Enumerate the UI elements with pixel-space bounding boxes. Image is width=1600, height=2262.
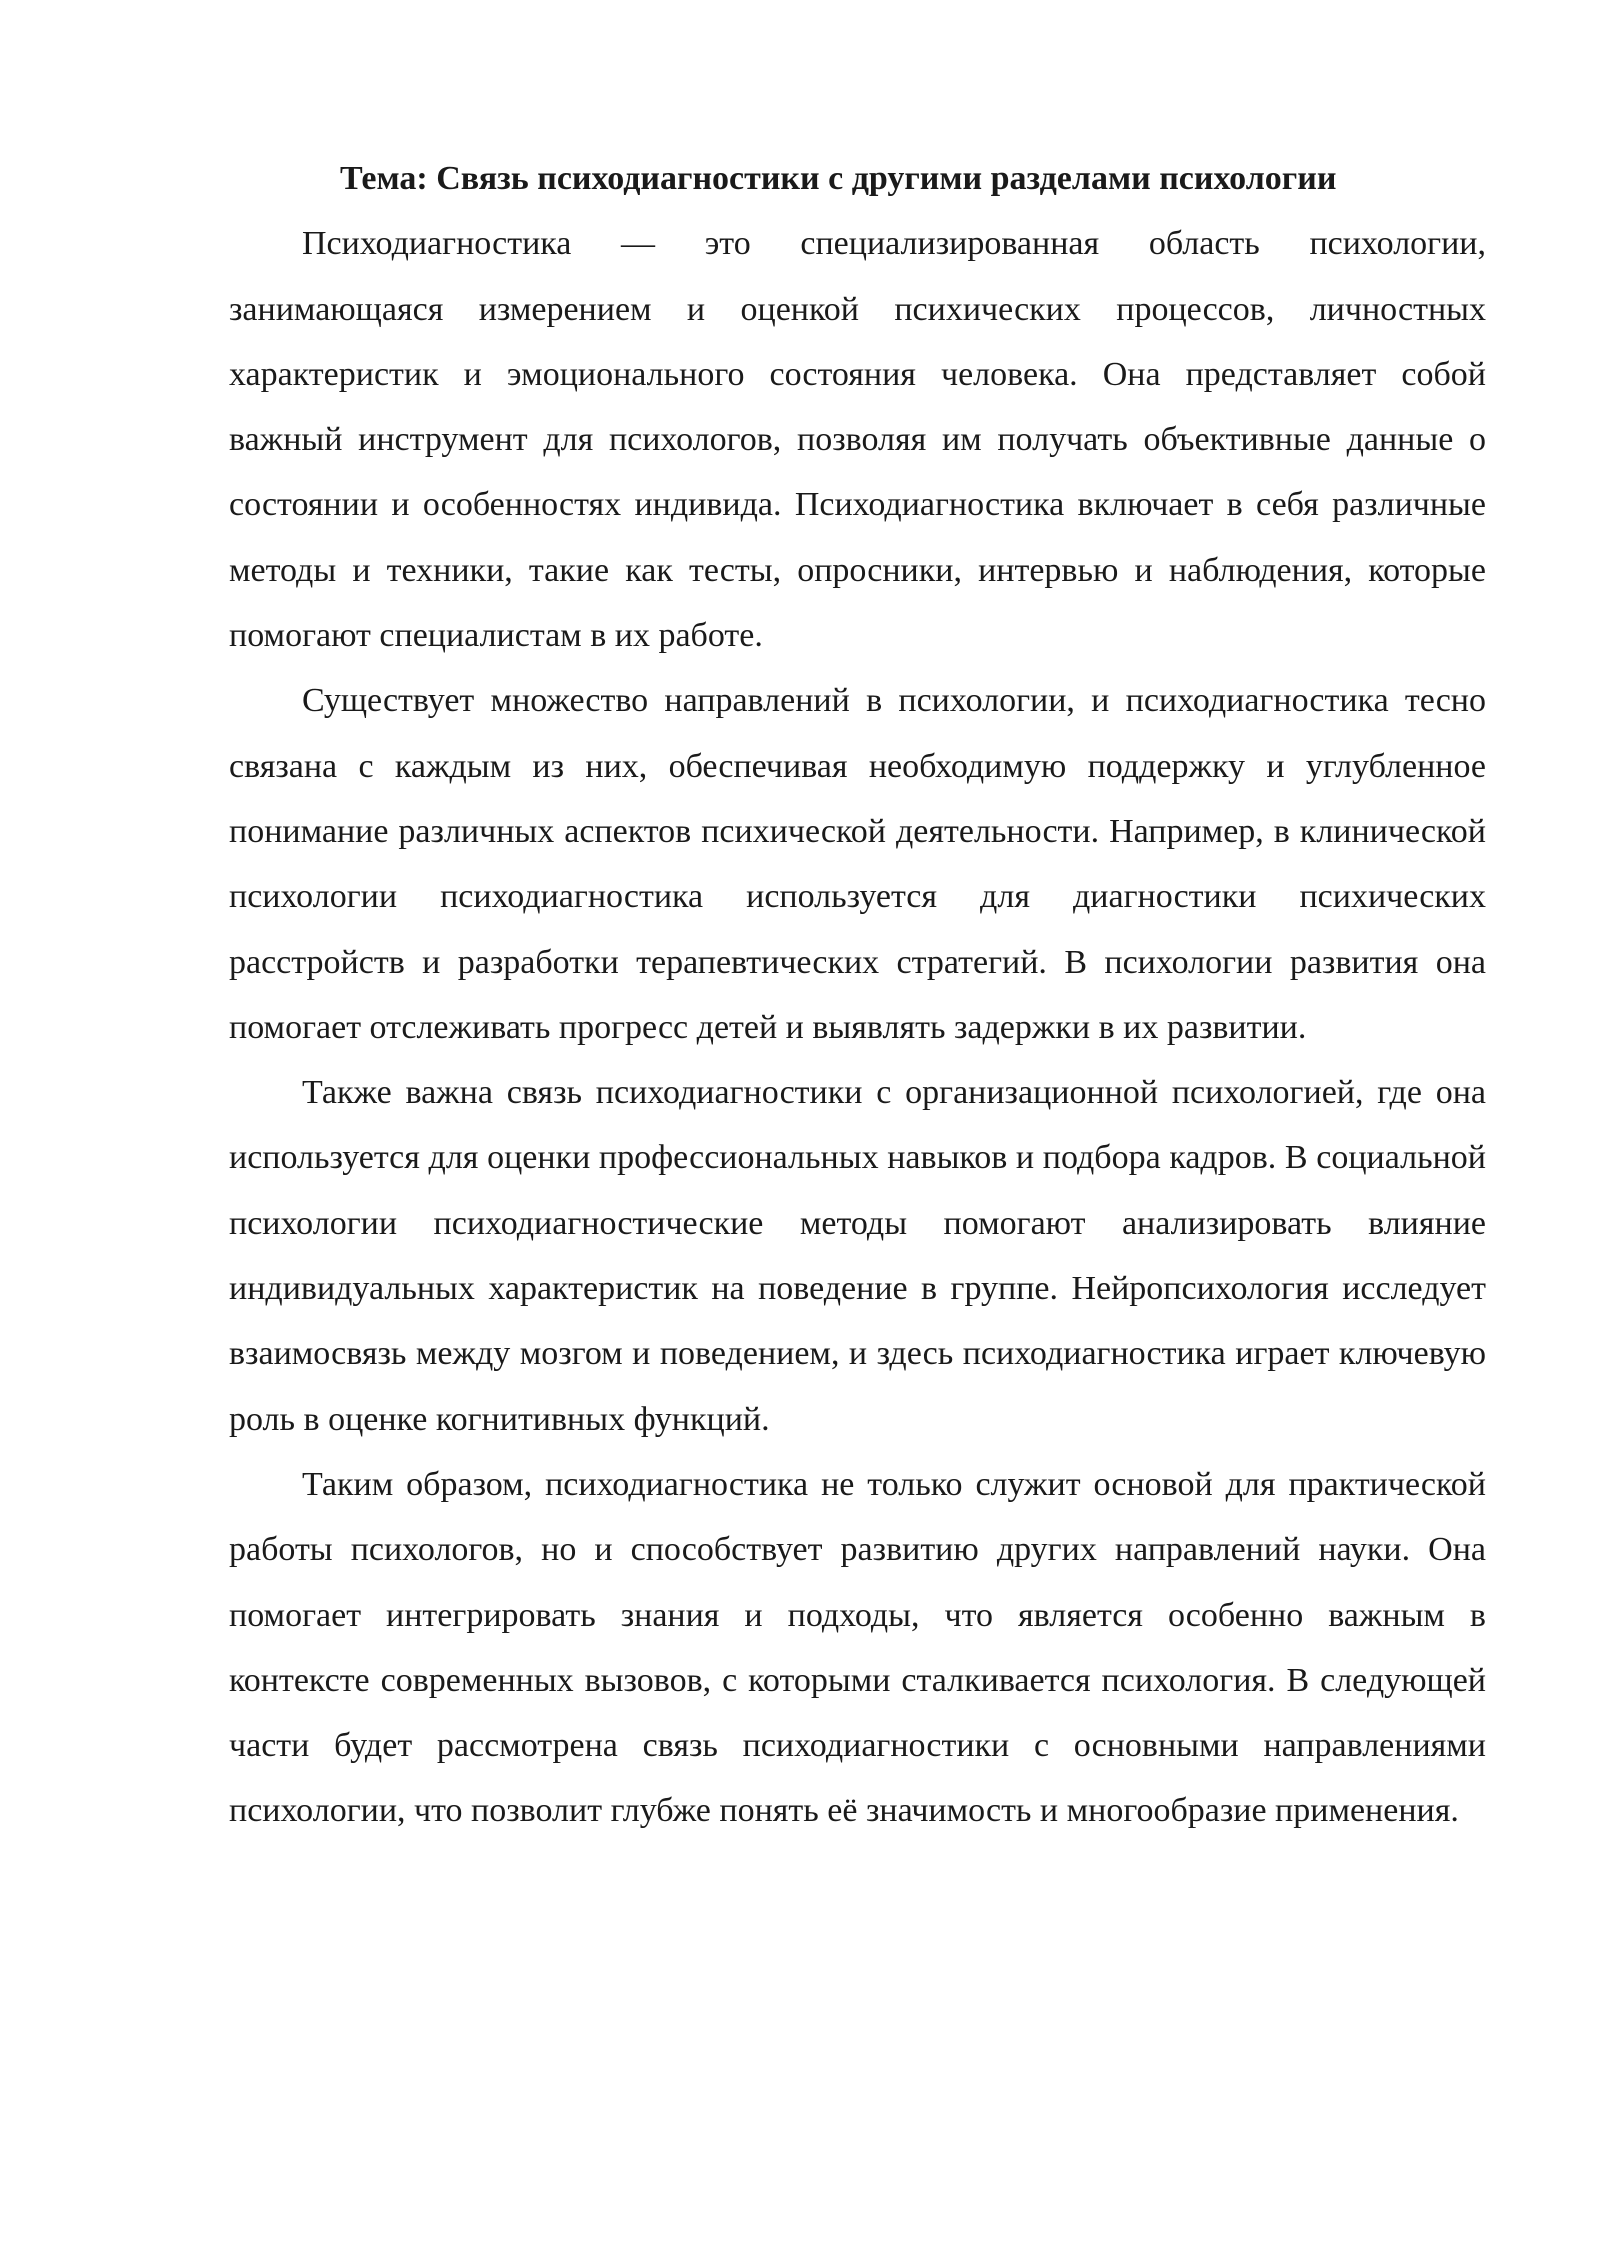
- paragraph-4: Таким образом, психодиагностика не только служит основой для практической работы психологов, но и способствует развитию других направлений науки. Она помогает интегрировать знания и подходы, что является особенно важным в контексте современных вызовов, с которыми сталкивается психология. В следующей части будет рассмотрена связь психодиагностики с основными направлениями психологии, что позволит глубже понять её значимость и многообразие применения.: [229, 1465, 1486, 1830]
- document-title: Тема: Связь психодиагностики с другими разделами психологии: [340, 160, 1337, 197]
- paragraph-3: Также важна связь психодиагностики с организационной психологией, где она используется для оценки профессиональных навыков и подбора кадров. В социальной психологии психодиагностические методы помогают анализировать влияние индивидуальных характеристик на поведение в группе. Нейропсихология исследует взаимосвязь между мозгом и поведением, и здесь психодиагностика играет ключевую роль в оценке когнитивных функций.: [229, 1074, 1486, 1438]
- paragraph-1: Психодиагностика — это специализированная область психологии, занимающаяся измерением и оценкой психических процессов, личностных характеристик и эмоционального состояния человека. Она представляет собой важный инструмент для психологов, позволяя им получать объективные данные о состоянии и особенностях индивида. Психодиагностика включает в себя различные методы и техники, такие как тесты, опросники, интервью и наблюдения, которые помогают специалистам в их работе.: [229, 225, 1486, 655]
- paragraph-2: Существует множество направлений в психологии, и психодиагностика тесно связана с каждым из них, обеспечивая необходимую поддержку и углубленное понимание различных аспектов психической деятельности. Например, в клинической психологии психодиагностика используется для диагностики психических расстройств и разработки терапевтических стратегий. В психологии развития она помогает отслеживать прогресс детей и выявлять задержки в их развитии.: [229, 682, 1486, 1046]
- document-body: [229, 146, 1486, 1844]
